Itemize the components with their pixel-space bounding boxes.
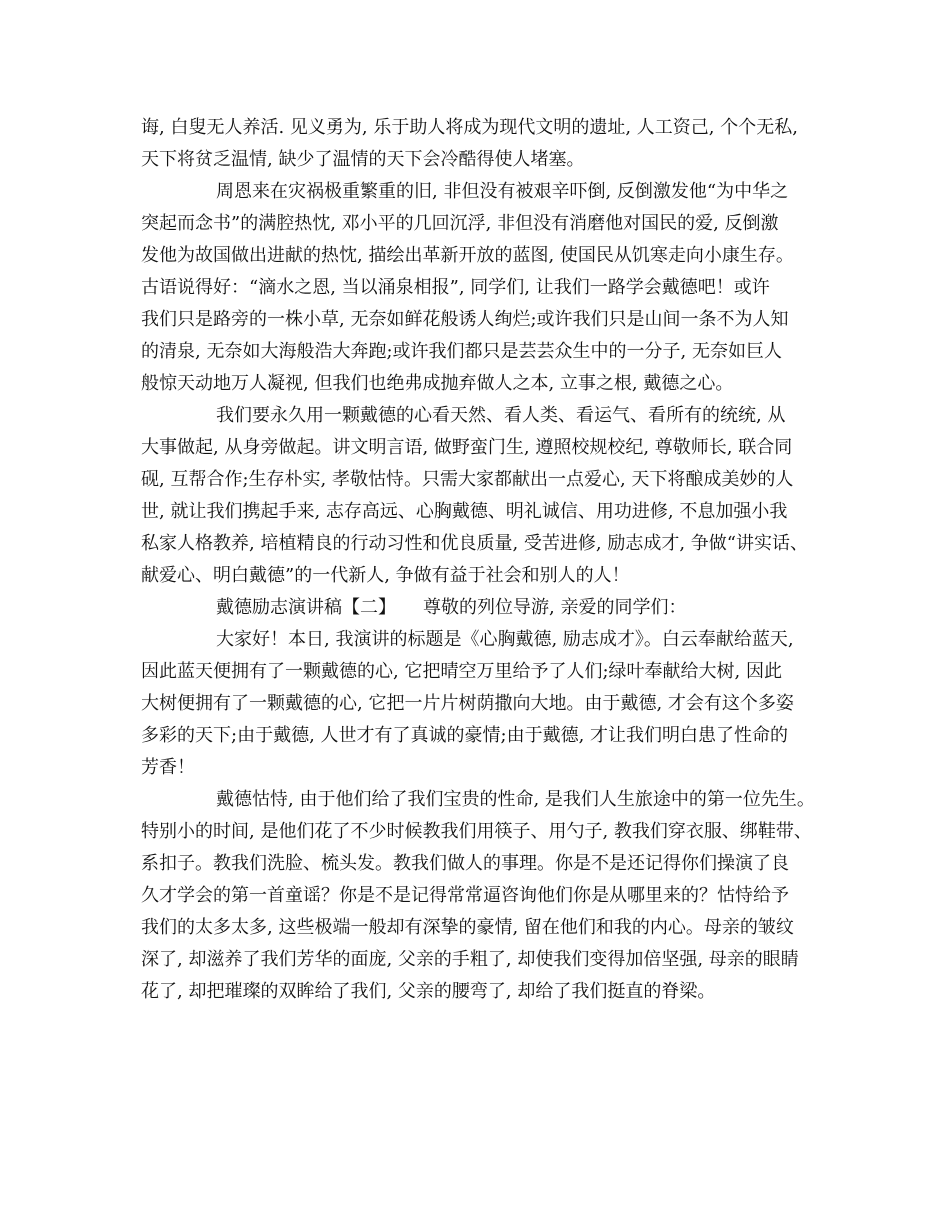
paragraph-start-line: 大家好！本日, 我演讲的标题是《心胸戴德, 励志成才》。白云奉献给蓝天, [216,629,794,650]
text-line: 我们的太多太多, 这些极端一般却有深挚的豪情, 留在他们和我的内心。母亲的皱纹 [141,917,794,938]
text-line: 大树便拥有了一颗戴德的心, 它把一片片树荫撒向大地。由于戴德, 才会有这个多姿 [141,693,794,714]
text-line: 多彩的天下;由于戴德, 人世才有了真诚的豪情;由于戴德, 才让我们明白患了性命的 [141,725,789,746]
text-line: 古语说得好：“滴水之恩, 当以涌泉相报”, 同学们, 让我们一路学会戴德吧！或许 [141,277,770,298]
text-line: 芳香！ [141,757,195,778]
paragraph-start-line: 我们要永久用一颗戴德的心看天然、看人类、看运气、看所有的统统, 从 [216,405,786,426]
section-heading-line: 戴德励志演讲稿【二】 尊敬的列位导游, 亲爱的同学们： [216,597,687,618]
text-line: 世, 就让我们携起手来, 志存高远、心胸戴德、明礼诚信、用功进修, 不息加强小我 [141,501,788,522]
text-line: 般惊天动地万人凝视, 但我们也绝弗成抛弃做人之本, 立事之根, 戴德之心。 [141,373,734,394]
text-line: 深了, 却滋养了我们芳华的面庞, 父亲的手粗了, 却使我们变得加倍坚强, 母亲的眼睛 [141,949,799,970]
text-line: 我们只是路旁的一株小草, 无奈如鲜花般诱人绚烂;或许我们只是山间一条不为人知 [141,309,789,330]
text-line: 因此蓝天便拥有了一颗戴德的心, 它把晴空万里给予了人们;绿叶奉献给大树, 因此 [141,661,782,682]
text-line: 献爱心、明白戴德”的一代新人, 争做有益于社会和别人的人！ [141,565,630,586]
text-line: 久才学会的第一首童谣？你是不是记得常常逼咨询他们你是从哪里来的？怙恃给予 [141,885,789,906]
document-body [141,112,827,1008]
paragraph-start-line: 戴德怙恃, 由于他们给了我们宝贵的性命, 是我们人生旅途中的第一位先生。 [216,789,815,810]
text-line: 天下将贫乏温情, 缺少了温情的天下会冷酷得使人堵塞。 [141,149,585,170]
text-line: 砚, 互帮合作;生存朴实, 孝敬怙恃。只需大家都献出一点爱心, 天下将酿成美妙的人 [141,469,794,490]
text-line: 突起而念书”的满腔热忱, 邓小平的几回沉浮, 非但没有消磨他对国民的爱, 反倒激 [141,213,779,234]
text-line: 的清泉, 无奈如大海般浩大奔跑;或许我们都只是芸芸众生中的一分子, 无奈如巨人 [141,341,782,362]
text-line: 私家人格教养, 培植精良的行动习性和优良质量, 受苦进修, 励志成才, 争做“讲实话、 [141,533,808,554]
text-line: 系扣子。教我们洗脸、梳头发。教我们做人的事理。你是不是还记得你们操演了良 [141,853,789,874]
text-line: 特别小的时间, 是他们花了不少时候教我们用筷子、用勺子, 教我们穿衣服、绑鞋带、 [141,821,812,842]
text-line: 花了, 却把璀璨的双眸给了我们, 父亲的腰弯了, 却给了我们挺直的脊梁。 [141,981,716,1002]
text-line: 诲, 白叟无人养活. 见义勇为, 乐于助人将成为现代文明的遗址, 人工资己, 个个无私, [141,117,798,138]
text-line: 发他为故国做出进献的热忱, 描绘出革新开放的蓝图, 使国民从饥寒走向小康生存。 [141,245,794,266]
text-line: 大事做起, 从身旁做起。讲文明言语, 做野蛮门生, 遵照校规校纪, 尊敬师长, 联合同 [141,437,793,458]
paragraph-start-line: 周恩来在灾祸极重繁重的旧, 非但没有被艰辛吓倒, 反倒激发他“为中华之 [216,181,789,202]
